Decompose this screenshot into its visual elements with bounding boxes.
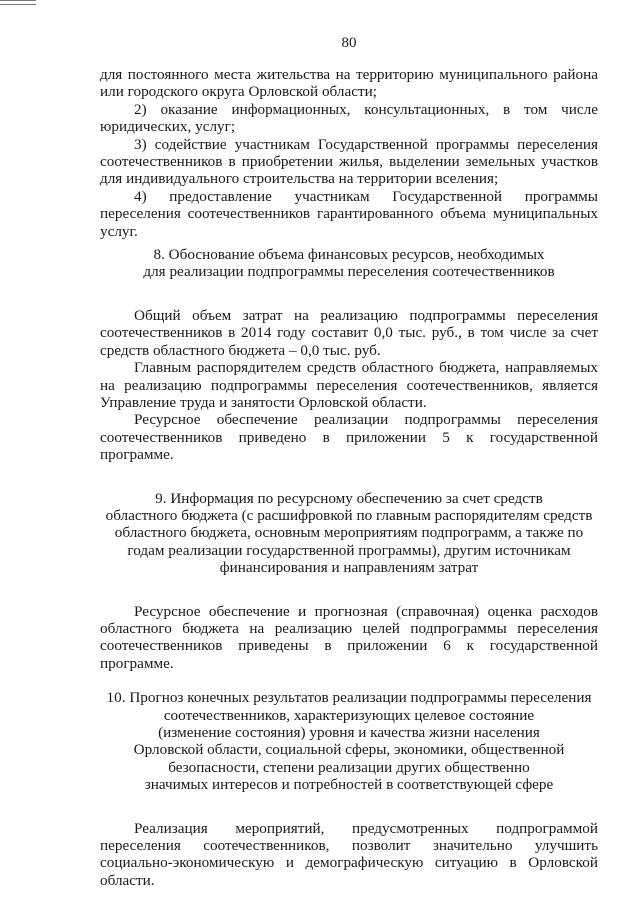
list-item-4: 4) предоставление участникам Государственной программы переселения соотечественников гарантированного объема муниципальных услуг. [100,187,598,240]
section-8-paragraph-3: Ресурсное обеспечение реализации подпрограммы переселения соотечественников приведено в приложении 5 к государственной программе. [100,411,598,464]
list-continuation: для постоянного места жительства на территорию муниципального района или городского округа Орловской области; [100,66,598,101]
section-10-heading-line-1: 10. Прогноз конечных результатов реализации подпрограммы переселения [106,689,592,707]
section-9-heading-line-1: 9. Информация по ресурсному обеспечению за счет средств [155,489,543,507]
section-9-heading-line-2: областного бюджета (с расшифровкой по главным распорядителям средств [105,506,593,524]
section-10-heading-line-2: соотечественников, характеризующих целевое состояние [163,706,535,724]
section-9-heading-line-3: областного бюджета, основным мероприятиям подпрограмм, а также по [114,524,584,542]
section-9-heading-line-4: годам реализации государственной программы), другим источникам [127,541,571,559]
section-10-paragraph: Реализация мероприятий, предусмотренных подпрограммой переселения соотечественников, позволит значительно улучшить социально-экономическую и демографическую ситуацию в Орловской области. [100,819,598,889]
section-10-heading-line-5: безопасности, степени реализации других общественно [168,758,530,776]
section-8-heading-line-2: для реализации подпрограммы переселения соотечественников [143,263,555,281]
section-8-paragraph-2: Главным распорядителем средств областного бюджета, направляемых на реализацию подпрограммы переселения соотечественников, является Управление труда и занятости Орловской области. [100,359,598,411]
section-9-heading-line-5: финансирования и направлениям затрат [219,559,479,577]
scan-corner-mark [0,0,36,5]
list-item-2: 2) оказание информационных, консультационных, в том числе юридических, услуг; [100,100,598,136]
section-10-heading-line-3: (изменение состояния) уровня и качества жизни населения [158,724,540,741]
page-number: 80 [341,35,357,51]
section-9-paragraph: Ресурсное обеспечение и прогнозная (справочная) оценка расходов областного бюджета на реализацию целей подпрограммы переселения соотечественников приведены в приложении 6 к государственной программе. [100,602,598,672]
document-page [100,34,598,889]
section-10-heading-line-6: значимых интересов и потребностей в соответствующей сфере [144,776,554,794]
section-8-paragraph-1: Общий объем затрат на реализацию подпрограммы переселения соотечественников в 2014 году составит 0,0 тыс. руб., в том числе за счет средств областного бюджета – 0,0 тыс. руб. [100,306,598,359]
list-item-3: 3) содействие участникам Государственной программы переселения соотечественников в приобретении жилья, выделении земельных участков для индивидуального строительства на территории вселения; [100,135,598,188]
section-10-heading-line-4: Орловской области, социальной сферы, экономики, общественной [133,741,565,759]
section-8-heading-line-1: 8. Обоснование объема финансовых ресурсов, необходимых [153,246,545,264]
